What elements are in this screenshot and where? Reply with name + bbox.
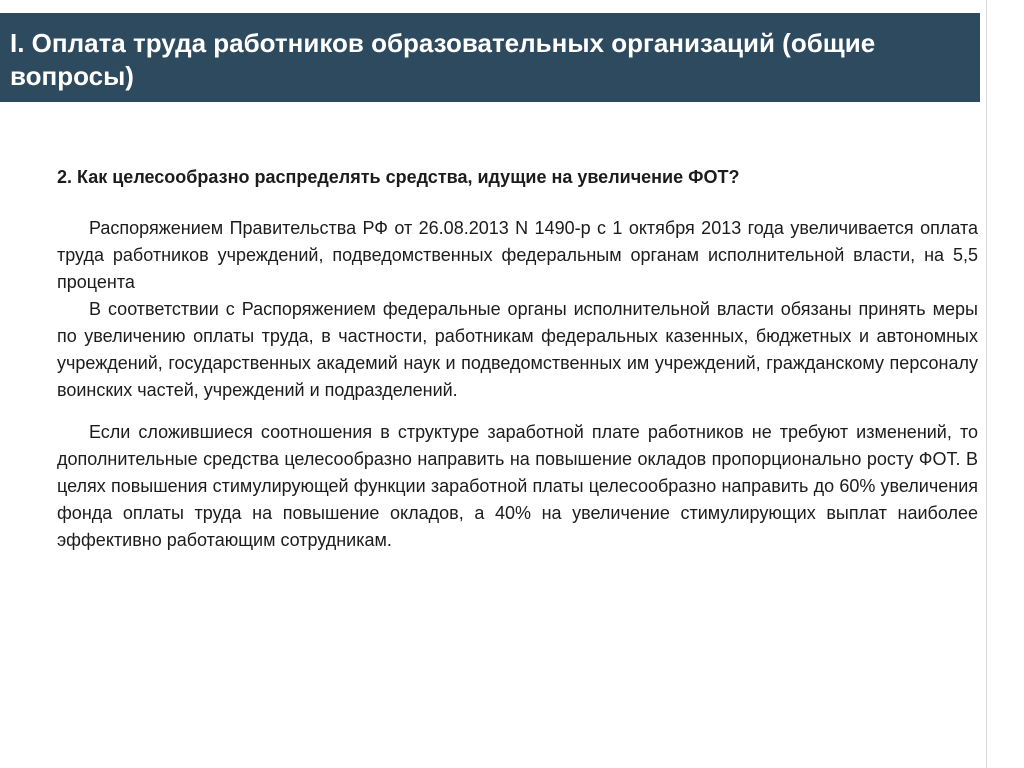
question-heading: 2. Как целесообразно распределять средства, идущие на увеличение ФОТ? [57, 167, 740, 187]
paragraph-obligations: В соответствии с Распоряжением федеральные органы исполнительной власти обязаны принять меры по увеличению оплаты труда, в частности, работникам федеральных казенных, бюджетных и автономных учреждений, государственных академий наук и подведомственных им учреждений, гражданскому персоналу воинских частей, учреждений и подразделений. [57, 299, 978, 400]
slide-title: I. Оплата труда работников образовательных организаций (общие вопросы) [10, 28, 876, 91]
slide-content [57, 164, 978, 554]
slide-title-bar [0, 13, 980, 102]
paragraph-decree: Распоряжением Правительства РФ от 26.08.2013 N 1490-р с 1 октября 2013 года увеличивается оплата труда работников учреждений, подведомственных федеральным органам исполнительной власти, на 5,5 процента [57, 218, 978, 292]
paragraph-recommendation: Если сложившиеся соотношения в структуре заработной плате работников не требуют изменений, то дополнительные средства целесообразно направить на повышение окладов пропорционально росту ФОТ. В целях повышения стимулирующей функции заработной платы целесообразно направить до 60% увеличения фонда оплаты труда на повышение окладов, а 40% на увеличение стимулирующих выплат наиболее эффективно работающим сотрудникам. [57, 422, 978, 550]
slide-edge-divider [986, 0, 987, 768]
